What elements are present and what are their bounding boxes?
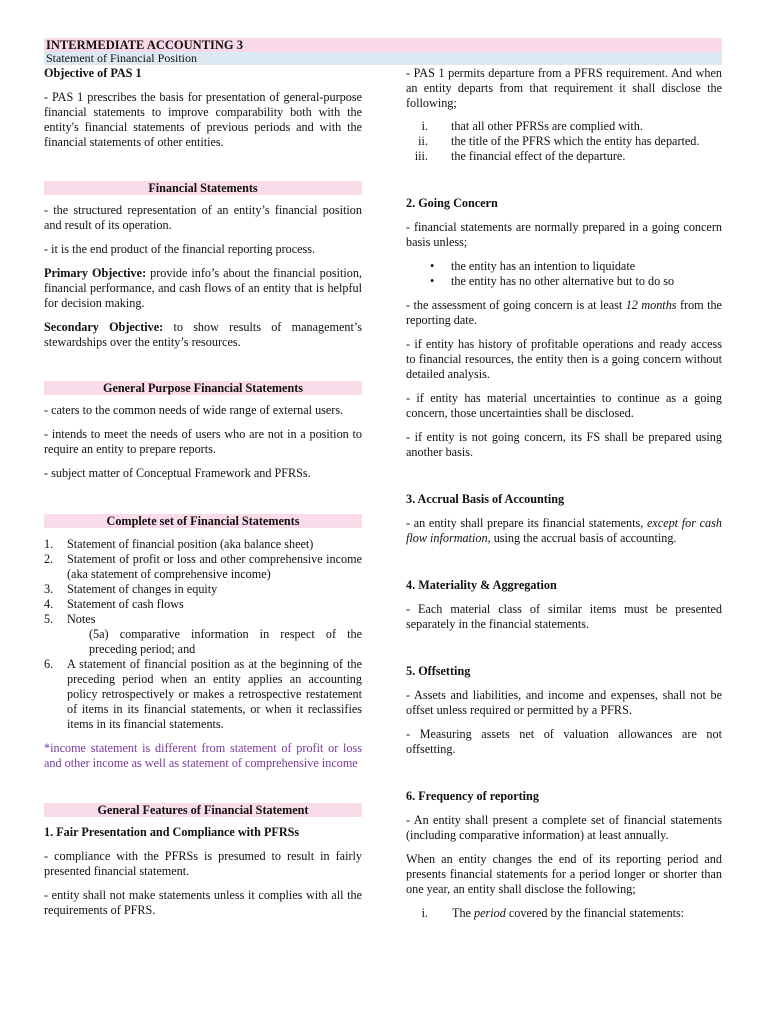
list-item: • the entity has an intention to liquidate — [430, 259, 636, 273]
accrual-heading: 3. Accrual Basis of Accounting — [406, 492, 565, 506]
fair-paragraph-1: - compliance with the PFRSs is presumed to result in fairly presented financial statement. — [44, 849, 362, 878]
list-item: i. that all other PFRSs are complied with. — [421, 119, 643, 133]
complete-set-heading: Complete set of Financial Statements — [44, 514, 362, 528]
fs-paragraph-1: - the structured representation of an entity’s financial position and result of its operation. — [44, 203, 362, 232]
offsetting-paragraph-1: - Assets and liabilities, and income and expenses, shall not be offset unless required or permitted by a PFRS. — [406, 688, 722, 717]
fs-paragraph-2: - it is the end product of the financial reporting process. — [44, 242, 316, 256]
list-item: 1. Statement of financial position (aka balance sheet) — [44, 537, 314, 551]
objective-heading: Objective of PAS 1 — [44, 66, 142, 80]
list-item: iii. the financial effect of the departure. — [414, 149, 626, 163]
gpfs-paragraph-1: - caters to the common needs of wide range of external users. — [44, 403, 344, 417]
bullet-icon: • — [430, 274, 435, 288]
list-subitem-5a: (5a) comparative information in respect of the preceding period; and — [89, 627, 362, 656]
materiality-paragraph: - Each material class of similar items must be presented separately in the financial statements. — [406, 602, 722, 631]
frequency-paragraph-2: When an entity changes the end of its reporting period and presents financial statements for a period longer or shorter than one year, an entity shall disclose the following; — [406, 852, 722, 896]
right-column — [406, 66, 722, 921]
fair-paragraph-2: - entity shall not make statements unless it complies with all the requirements of PFRS. — [44, 888, 362, 917]
accrual-paragraph: - an entity shall prepare its financial statements, except for cash flow information, using the accrual basis of accounting. — [406, 516, 722, 545]
list-item: 3. Statement of changes in equity — [44, 582, 218, 596]
general-features-heading: General Features of Financial Statement — [44, 803, 362, 817]
offsetting-heading: 5. Offsetting — [406, 664, 471, 678]
list-item: 4. Statement of cash flows — [44, 597, 184, 611]
primary-objective: Primary Objective: provide info’s about the financial position, financial performance, and cash flows of an entity that is helpful for decision making. — [44, 266, 362, 310]
gpfs-paragraph-3: - subject matter of Conceptual Framework and PFRSs. — [44, 466, 311, 480]
gc-bullet-list — [406, 259, 722, 289]
fair-presentation-heading: 1. Fair Presentation and Compliance with PFRSs — [44, 825, 300, 839]
materiality-heading: 4. Materiality & Aggregation — [406, 578, 557, 592]
gc-paragraph-3: - if entity has history of profitable operations and ready access to financial resources, the entity then is a going concern without detailed analysis. — [406, 337, 722, 381]
list-item: 2. Statement of profit or loss and other comprehensive income (aka statement of comprehensive income) — [44, 552, 362, 581]
document-subtitle: Statement of Financial Position — [44, 52, 722, 65]
gpfs-heading: General Purpose Financial Statements — [44, 381, 362, 395]
bullet-icon: • — [430, 259, 435, 273]
frequency-heading: 6. Frequency of reporting — [406, 789, 539, 803]
complete-set-list — [44, 537, 362, 732]
going-concern-heading: 2. Going Concern — [406, 196, 498, 210]
gpfs-paragraph-2: - intends to meet the needs of users who are not in a position to require an entity to prepare reports. — [44, 427, 362, 456]
objective-text: - PAS 1 prescribes the basis for presentation of general-purpose financial statements to improve comparability both with the entity's financial statements of previous periods and with the financial statements of other entities. — [44, 90, 362, 149]
departure-paragraph: - PAS 1 permits departure from a PFRS requirement. And when an entity departs from that requirement it shall disclose the following; — [406, 66, 722, 110]
gc-paragraph-5: - if entity is not going concern, its FS shall be prepared using another basis. — [406, 430, 722, 459]
gc-paragraph-4: - if entity has material uncertainties to continue as a going concern, those uncertainties shall be disclosed. — [406, 391, 722, 420]
list-item: 6. A statement of financial position as at the beginning of the preceding period when an entity applies an accounting policy retrospectively or makes a retrospective restatement of items in its financial statements, or when it reclassifies items in its financial statements. — [44, 657, 362, 731]
offsetting-paragraph-2: - Measuring assets net of valuation allowances are not offsetting. — [406, 727, 722, 756]
frequency-paragraph-1: - An entity shall present a complete set of financial statements (including comparative information) at least annually. — [406, 813, 722, 842]
list-item: 5. Notes — [44, 612, 96, 626]
financial-statements-heading: Financial Statements — [44, 181, 362, 195]
gc-paragraph-2: - the assessment of going concern is at least 12 months from the reporting date. — [406, 298, 722, 327]
list-item: ii. the title of the PFRS which the entity has departed. — [418, 134, 700, 148]
frequency-list-item: i. The period covered by the financial statements: — [421, 906, 685, 920]
list-item: • the entity has no other alternative but to do so — [430, 274, 675, 288]
secondary-objective: Secondary Objective: to show results of management’s stewardships over the entity’s resources. — [44, 320, 362, 349]
document-title: INTERMEDIATE ACCOUNTING 3 — [44, 38, 722, 52]
left-column — [44, 66, 362, 918]
departure-list — [406, 119, 722, 164]
income-statement-note: *income statement is different from statement of profit or loss and other income as well as statement of comprehensive income — [44, 741, 362, 770]
gc-paragraph-1: - financial statements are normally prepared in a going concern basis unless; — [406, 220, 722, 249]
